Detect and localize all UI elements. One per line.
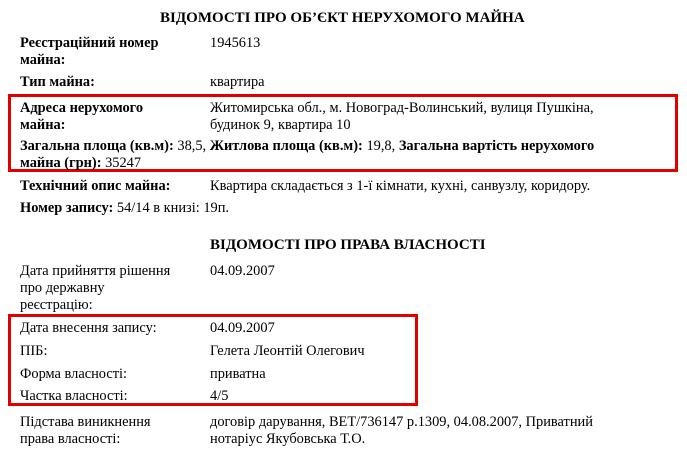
address-value-line: Житомирська обл., м. Новоград-Волинський, вулиця Пушкіна, [210,100,594,116]
decision-label-line: реєстрацію: [20,297,93,313]
tech-label: Технічний опис майна: [20,178,171,194]
basis-value-line: нотаріус Якубовська Т.О. [210,431,366,447]
decision-label-line: про державну [20,280,105,296]
owner-name-label: ПІБ: [20,343,48,359]
address-label-line: Адреса нерухомого [20,100,144,116]
reg-number-value: 1945613 [210,35,261,51]
total-area-value: 38,5, [177,138,207,154]
entry-date-label: Дата внесення запису: [20,320,157,336]
living-area-value: 19,8, [366,138,396,154]
section-title-property: ВІДОМОСТІ ПРО ОБ’ЄКТ НЕРУХОМОГО МАЙНА [160,10,525,26]
reg-number-label [20,35,159,69]
basis-label-line: права власності: [20,431,121,447]
total-cost-label-2: майна (грн): [20,155,102,171]
record-label: Номер запису: [20,200,114,216]
ownership-form-label: Форма власності: [20,366,128,382]
ownership-form-value: приватна [210,366,266,382]
address-label [20,100,143,134]
basis-value-line: договір дарування, ВЕТ/736147 р.1309, 04.08.2007, Приватний [210,414,593,430]
reg-number-label-line: Реєстраційний номер [20,35,159,51]
record-line [20,200,229,217]
total-cost-value: 35247 [105,155,142,171]
tech-value: Квартира складається з 1-ї кімнати, кухні, санвузлу, коридору. [210,178,591,194]
owner-name-value: Гелета Леонтій Олегович [210,343,365,359]
address-label-line: майна: [20,117,66,133]
ownership-share-label: Частка власності: [20,388,128,404]
area-cost-line-2 [20,155,141,172]
reg-number-label-line: майна: [20,52,66,68]
decision-date-value: 04.09.2007 [210,263,275,279]
address-value-line: будинок 9, квартира 10 [210,117,351,133]
entry-date-value: 04.09.2007 [210,320,275,336]
record-value: 54/14 в книзі: 19п. [116,200,230,216]
total-area-label: Загальна площа (кв.м): [20,138,174,154]
ownership-share-value: 4/5 [210,388,229,404]
total-cost-label: Загальна вартість нерухомого [398,138,595,154]
type-value: квартира [210,74,265,90]
address-value [210,100,594,134]
living-area-label: Житлова площа (кв.м): [209,138,363,154]
decision-label-line: Дата прийняття рішення [20,263,171,279]
area-cost-line [20,138,594,155]
ownership-basis-label [20,414,151,448]
type-label: Тип майна: [20,74,95,90]
section-title-ownership: ВІДОМОСТІ ПРО ПРАВА ВЛАСНОСТІ [210,237,486,253]
basis-label-line: Підстава виникнення [20,414,151,430]
decision-date-label [20,263,170,314]
ownership-basis-value [210,414,593,448]
